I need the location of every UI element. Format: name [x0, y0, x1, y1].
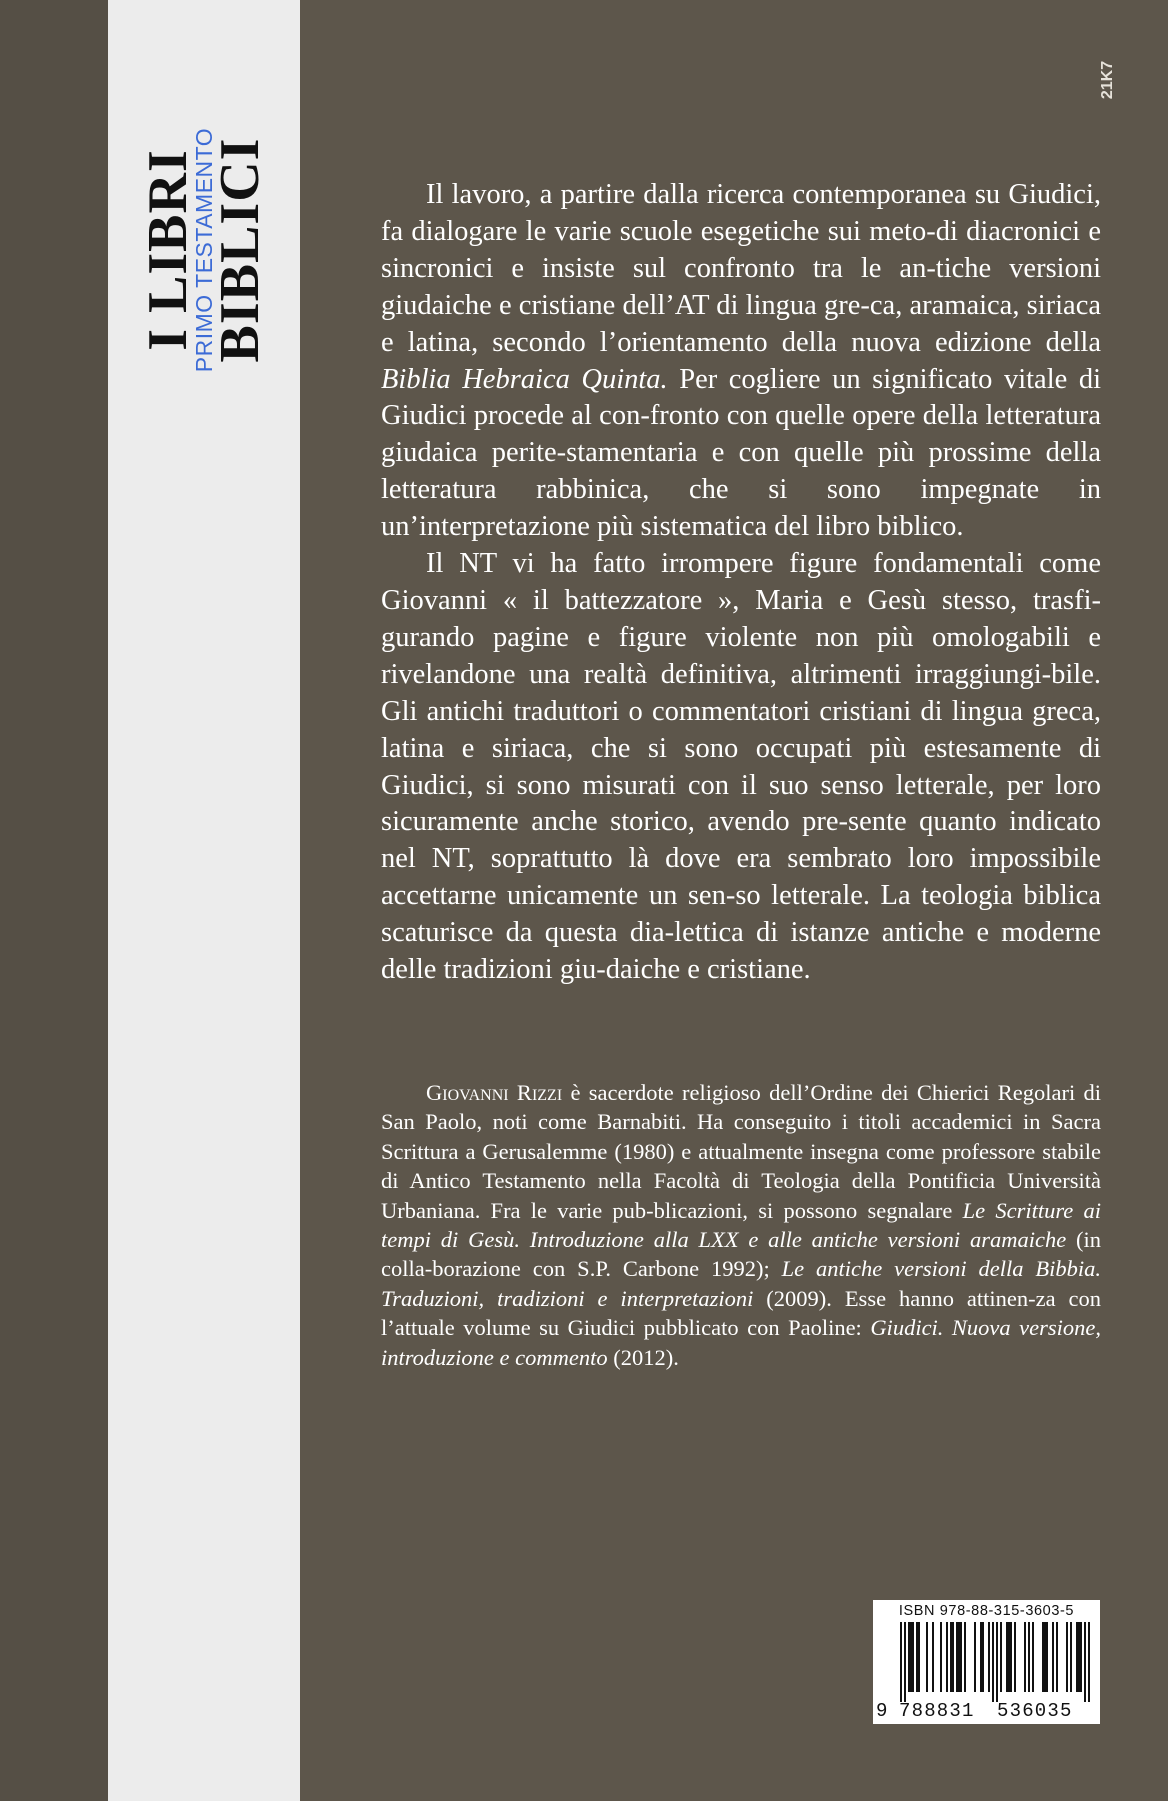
barcode-bar [1084, 1622, 1086, 1702]
barcode-bar [912, 1622, 914, 1692]
blurb-p1-italic-title: Biblia Hebraica Quinta. [381, 363, 668, 395]
barcode-bar [1008, 1622, 1010, 1692]
barcode-bar [996, 1622, 998, 1702]
barcode-bar [956, 1622, 958, 1692]
barcode-bar [1032, 1622, 1034, 1692]
barcode-digits-left: 788831 [899, 1700, 975, 1722]
author-bio [381, 1078, 1101, 1372]
cover-edge [0, 0, 108, 1801]
barcode-bar [950, 1622, 952, 1692]
spine-series-subtitle: PRIMO TESTAMENTO [191, 127, 217, 373]
bio-title-1: Le Scritture ai tempi di Gesù. Introduzione alla LXX e alle antiche versioni aramaiche [381, 1197, 1101, 1253]
barcode-bar [1024, 1622, 1026, 1692]
barcode-bar [1028, 1622, 1030, 1692]
barcode-bar [992, 1622, 994, 1702]
barcode-bar [952, 1622, 954, 1692]
barcode-bar [1070, 1622, 1072, 1692]
barcode-bar [988, 1622, 990, 1692]
barcode-bar [1088, 1622, 1090, 1702]
corner-code-text: 21K7 [1099, 60, 1116, 100]
barcode-bar [908, 1622, 910, 1692]
barcode-bar [940, 1622, 942, 1692]
barcode-bar [958, 1622, 960, 1692]
bio-title-2: Le antiche versioni della Bibbia. Traduzioni, tradizioni e interpretazioni [381, 1256, 1101, 1311]
author-bio-paragraph [381, 1078, 1101, 1372]
barcode-bar [964, 1622, 966, 1692]
blurb-p1-text-c: Per cogliere un significato vitale di Giudici procede al con-fronto con quelle opere della letteratura giudaica perite-stamentaria e con quelle più prossime della letteratura rabbinica, che si sono impegnate in un’interpretazione più sistematica del libro biblico. [381, 363, 1101, 543]
barcode-bars [881, 1622, 1092, 1702]
barcode-bar [946, 1622, 948, 1692]
barcode-bar [900, 1622, 902, 1702]
blurb-paragraph-1 [381, 177, 1101, 546]
barcode-bar [1080, 1622, 1082, 1692]
barcode-bar [1006, 1622, 1008, 1692]
barcode-bar [1056, 1622, 1058, 1692]
blurb [381, 177, 1101, 989]
blurb-paragraph-2: Il NT vi ha fatto irrompere figure fondamentali come Giovanni « il battezzatore », Maria e Gesù stesso, trasfi-gurando pagine e figure violente non più omologabili e rivelandone una realtà definitiva, altrimenti irraggiungi-bile. Gli antichi traduttori o commentatori cristiani di lingua greca, latina e siriaca, che si sono occupati più estesamente di Giudici, si sono misurati con il suo senso letterale, per loro sicuramente anche storico, avendo pre-sente quanto indicato nel NT, soprattutto là dove era sembrato loro impossibile accettarne unicamente un sen-so letterale. La teologia biblica scaturisce da questa dia-lettica di istanze antiche e moderne delle tradizioni giu-daiche e cristiane. [381, 548, 1101, 986]
barcode-bar [1076, 1622, 1078, 1692]
barcode-bar [904, 1622, 906, 1702]
barcode-bar [1066, 1622, 1068, 1692]
isbn-label: ISBN 978-88-315-3603-5 [898, 1603, 1075, 1619]
barcode-bar [1078, 1622, 1080, 1692]
barcode-bar [1010, 1622, 1012, 1692]
barcode-bar [932, 1622, 934, 1692]
barcode-bar [974, 1622, 976, 1692]
barcode-bar [1044, 1622, 1046, 1692]
spine-series-line2: BIBLICI [209, 137, 271, 363]
barcode-bar [916, 1622, 918, 1692]
spine-series-line1: I LIBRI [137, 149, 199, 351]
barcode-bar [982, 1622, 984, 1692]
barcode-bar [980, 1622, 982, 1692]
bio-text-2: (in colla-borazione con S.P. Carbone 1992); [381, 1227, 1101, 1282]
author-name: Giovanni Rizzi [426, 1080, 563, 1105]
barcode-bar [1046, 1622, 1048, 1692]
barcode-bar [910, 1622, 912, 1692]
barcode-bar [918, 1622, 920, 1692]
barcode-bar [926, 1622, 928, 1692]
barcode-digits-right: 536035 [997, 1700, 1073, 1722]
barcode-bar [1000, 1622, 1002, 1692]
blurb-p1-text-a: Il lavoro, a partire dalla ricerca contemporanea su Giudici, fa dialogare le varie scuole esegetiche sui meto-di diacronici e sincronici e insiste sul confronto tra le an-tiche versioni giudaiche e cristiane dell’AT di lingua gre-ca, aramaica, siriaca e latina, secondo l’orientamento della nuova edizione della [381, 179, 1101, 358]
barcode-bar [1014, 1622, 1016, 1692]
bio-title-3: Giudici. Nuova versione, introduzione e commento [381, 1315, 1101, 1370]
bio-text-3: (2009). Esse hanno attinen-za con l’attuale volume su Giudici pubblicato con Paoline: [381, 1285, 1101, 1341]
bio-text-1: è sacerdote religioso dell’Ordine dei Chierici Regolari di San Paolo, noti come Barnabiti. Ha conseguito i titoli accademici in Sacra Scrittura a Gerusalemme (1980) e attualmente insegna come professore stabile di Antico Testamento nella Facoltà di Teologia della Pontificia Università Urbaniana. Fra le varie pub-blicazioni, si possono segnalare [381, 1080, 1102, 1223]
barcode-bar [1052, 1622, 1054, 1692]
barcode-block [873, 1600, 1100, 1724]
barcode-bar [960, 1622, 962, 1692]
barcode-bar [1042, 1622, 1044, 1692]
barcode-digit-first: 9 [876, 1700, 888, 1722]
bio-text-4: (2012). [607, 1344, 679, 1370]
